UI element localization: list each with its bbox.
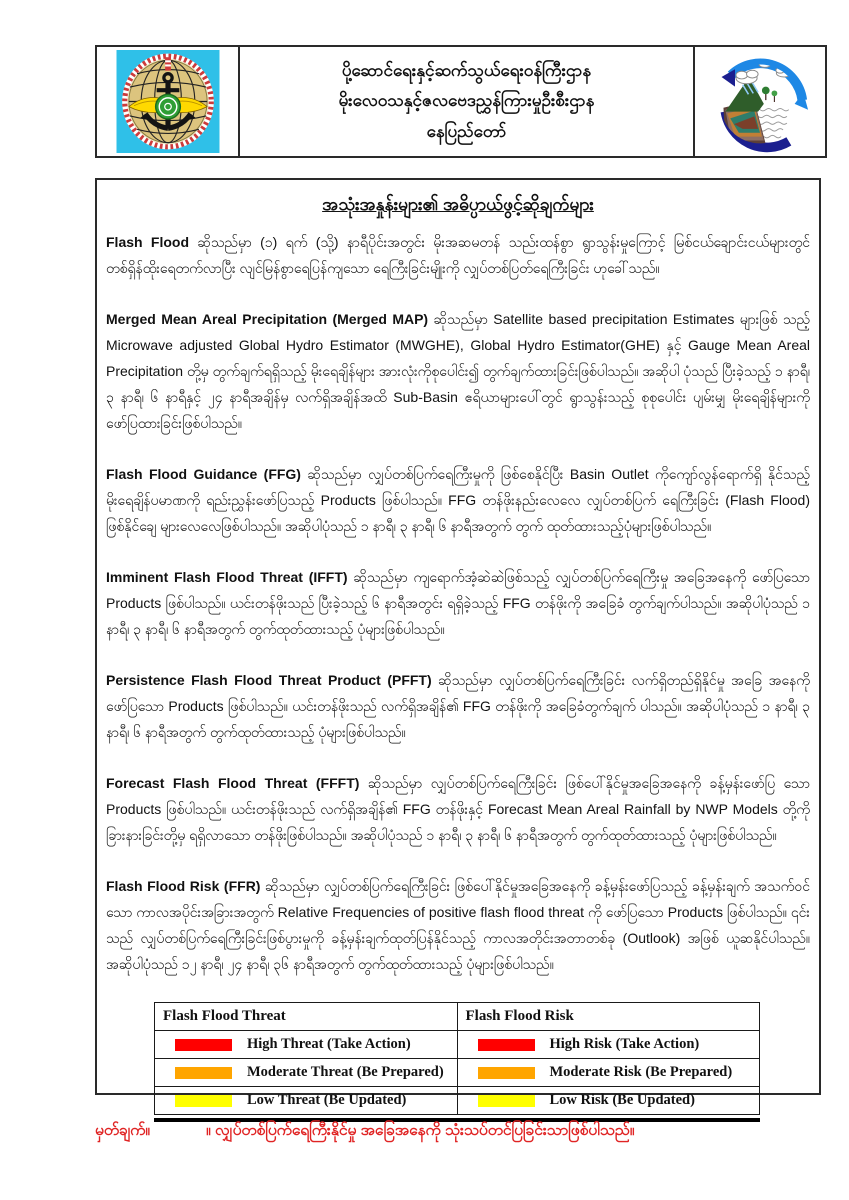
paragraph-flash-flood bbox=[106, 229, 810, 281]
legend-row-high bbox=[155, 1031, 760, 1059]
remark-note bbox=[95, 1120, 827, 1143]
letterhead bbox=[95, 45, 827, 158]
paragraph-text: ဆိုသည်မှာ (၁) ရက် (သို့) နာရီပိုင်းအတွင်း မိုးအဆမတန် သည်းထန်စွာ ရွာသွန်းမှုကြောင့် မြစ်ငယ်ချောင်းငယ်များတွင် တစ်ရှိန်ထိုးရေတက်လာပြီး လျင်မြန်စွာရေပြန်ကျသော ရေကြီးခြင်းမျိုးကို လျှပ်တစ်ပြတ်ရေကြီးခြင်း ဟုခေါ်သည်။ bbox=[106, 234, 810, 276]
risk-high-label: High Risk (Take Action) bbox=[549, 1036, 700, 1052]
risk-moderate-label: Moderate Risk (Be Prepared) bbox=[549, 1064, 733, 1080]
department-name-line: မိုးလေဝသနှင့်ဇလဗေဒညွှန်ကြားမှုဦးစီးဌာန bbox=[338, 91, 595, 111]
page-title: အသုံးအနှုန်းများ၏ အဓိပ္ပာယ်ဖွင့်ဆိုချက်များ bbox=[322, 194, 594, 214]
paragraph-ffft bbox=[106, 770, 810, 848]
ministry-title-block bbox=[240, 47, 693, 156]
definitions-document bbox=[95, 178, 821, 1108]
threat-high-color-swatch bbox=[175, 1039, 232, 1051]
threat-moderate-label: Moderate Threat (Be Prepared) bbox=[247, 1064, 444, 1080]
term-ffr: Flash Flood Risk (FFR) bbox=[106, 878, 261, 894]
paragraph-text: ဆိုသည်မှာ လျှပ်တစ်ပြက်ရေကြီးခြင်း ဖြစ်ပေါ်နိုင်မှုအခြေအနေကို ခန့်မှန်းဖော်ပြ သော Products ဖြစ်ပါသည်။ ယင်းတန်ဖိုးသည် လက်ရှိအချိန်၏ FFG တန်ဖိုးနှင့် Forecast Mean Areal Rainfall by NWP Models တို့ကို ခြားနားခြင်းတို့မှ ရရှိလာသော တန်ဖိုးဖြစ်ပါသည်။ အဆိုပါပုံသည် ၁ နာရီ၊ ၃ နာရီ၊ ၆ နာရီအတွက် တွက်ထုတ်ထားသည့် ပုံများဖြစ်ပါသည်။ bbox=[106, 775, 810, 843]
paragraph-text: ဆိုသည်မှာ ကျရောက်အံ့ဆဲဆဲဖြစ်သည့် လျှပ်တစ်ပြက်ရေကြီးမှု အခြေအနေကို ဖော်ပြသော Products ဖြစ်ပါသည်။ ယင်းတန်ဖိုးသည် ပြီးခဲ့သည့် ၆ နာရီအတွင်း ရရှိခဲ့သည့် FFG တန်ဖိုးကို အခြေခံ တွက်ချက်ပါသည်။ အဆိုပါပုံသည် ၁ နာရီ၊ ၃ နာရီ၊ ၆ နာရီအတွက် တွက်ထုတ်ထားသည့် ပုံများဖြစ်ပါသည်။ bbox=[106, 569, 810, 637]
ministry-logo-cell bbox=[97, 47, 240, 156]
risk-low-color-swatch bbox=[478, 1095, 535, 1107]
paragraph-text: ဆိုသည်မှာ လျှပ်တစ်ပြက်ရေကြီးခြင်း လက်ရှိတည်ရှိနိုင်မှု အခြေ အနေကို ဖော်ပြသော Products ဖြစ်ပါသည်။ ယင်းတန်ဖိုးသည် လက်ရှိအချိန်၏ FFG တန်ဖိုးကို အခြေခံတွက်ချက် ပါသည်။ အဆိုပါပုံသည် ၁ နာရီ၊ ၃ နာရီ၊ ၆ နာရီအတွက် တွက်ထုတ်ထားသည့် ပုံများဖြစ်ပါသည်။ bbox=[106, 672, 810, 740]
remark-label: မှတ်ချက်။ bbox=[95, 1122, 150, 1139]
legend-risk-header: Flash Flood Risk bbox=[457, 1003, 760, 1031]
term-ifft: Imminent Flash Flood Threat (IFFT) bbox=[106, 569, 348, 585]
city-name-line: နေပြည်တော် bbox=[426, 121, 507, 141]
risk-high-cell bbox=[457, 1031, 760, 1059]
paragraph-text: ဆိုသည်မှာ လျှပ်တစ်ပြက်ရေကြီးမှုကို ဖြစ်စေနိုင်ပြီး Basin Outlet ကိုကျော်လွန်ရောက်ရှိ နိုင်သည့် မိုးရေချိန်ပမာဏကို ရည်းညွှန်းဖော်ပြသည့် Products ဖြစ်ပါသည်။ FFG တန်ဖိုးနည်းလေလေ လျှပ်တစ်ပြက် ရေကြီးခြင်း (Flash Flood) ဖြစ်နိုင်ချေ များလေလေဖြစ်ပါသည်။ အဆိုပါပုံသည် ၁ နာရီ၊ ၃ နာရီ၊ ၆ နာရီအတွက် တွက် ထုတ်ထားသည့်ပုံများဖြစ်ပါသည်။ bbox=[106, 466, 810, 534]
paragraph-text: ဆိုသည်မှာ လျှပ်တစ်ပြက်ရေကြီးခြင်း ဖြစ်ပေါ်နိုင်မှုအခြေအနေကို ခန့်မှန်းဖော်ပြသည့် ခန့်မှန်းချက် အသက်ဝင်သော ကာလအပိုင်းအခြားအတွက် Relative Frequencies of positive flash flood threat ကို ဖော်ပြသော Products ဖြစ်ပါသည်။ ၎င်းသည် လျှပ်တစ်ပြက်ရေကြီးခြင်းဖြစ်ပွားမှုကို ခန့်မှန်းချက်ထုတ်ပြန်နိုင်သည့် ကာလအတိုင်းအတာတစ်ခု (Outlook) အဖြစ် ယူဆနိုင်ပါသည်။ အဆိုပါပုံသည် ၁၂ နာရီ၊ ၂၄ နာရီ၊ ၃၆ နာရီအတွက် တွက်ထုတ်ထားသည့် ပုံများဖြစ်ပါသည်။ bbox=[106, 878, 810, 972]
dmh-logo-cell bbox=[693, 47, 825, 156]
term-merged-map: Merged Mean Areal Precipitation (Merged MAP) bbox=[106, 311, 429, 327]
threat-high-label: High Threat (Take Action) bbox=[247, 1036, 411, 1052]
term-flash-flood: Flash Flood bbox=[106, 234, 190, 250]
threat-low-cell bbox=[155, 1087, 458, 1115]
remark-text: ။ လျှပ်တစ်ပြက်ရေကြီးနိုင်မှု အခြေအနေကို သုံးသပ်တင်ပြခြင်းသာဖြစ်ပါသည်။ bbox=[205, 1122, 635, 1139]
legend-row-low bbox=[155, 1087, 760, 1115]
threat-low-label: Low Threat (Be Updated) bbox=[247, 1092, 407, 1108]
threat-moderate-color-swatch bbox=[175, 1067, 232, 1079]
legend-row-moderate bbox=[155, 1059, 760, 1087]
risk-moderate-color-swatch bbox=[478, 1067, 535, 1079]
ministry-name-line: ပို့ဆောင်ရေးနှင့်ဆက်သွယ်ရေးဝန်ကြီးဌာန bbox=[341, 60, 592, 80]
ministry-logo-icon bbox=[115, 50, 221, 153]
threat-high-cell bbox=[155, 1031, 458, 1059]
risk-high-color-swatch bbox=[478, 1039, 535, 1051]
legend-header-row bbox=[155, 1003, 760, 1031]
risk-moderate-cell bbox=[457, 1059, 760, 1087]
paragraph-ifft bbox=[106, 564, 810, 642]
term-pfft: Persistence Flash Flood Threat Product (PFFT) bbox=[106, 672, 432, 688]
paragraph-pfft bbox=[106, 667, 810, 745]
paragraph-ffr bbox=[106, 873, 810, 977]
threat-moderate-cell bbox=[155, 1059, 458, 1087]
threat-low-color-swatch bbox=[175, 1095, 232, 1107]
paragraph-ffg bbox=[106, 461, 810, 539]
term-ffg: Flash Flood Guidance (FFG) bbox=[106, 466, 301, 482]
paragraph-text: ဆိုသည်မှာ Satellite based precipitation Estimates များဖြစ် သည့် Microwave adjusted Global Hydro Estimator (MWGHE), Global Hydro Estimator(GHE) နှင့် Gauge Mean Areal Precipitation တို့မှ တွက်ချက်ရရှိသည့် မိုးရေချိန်များ အားလုံးကိုစုပေါင်း၍ တွက်ချက်ထားခြင်းဖြစ်ပါသည်။ အဆိုပါ ပုံသည် ပြီးခဲ့သည့် ၁ နာရီ၊ ၃ နာရီ၊ ၆ နာရီနှင့် ၂၄ နာရီအချိန်မှ လက်ရှိအချိန်အထိ Sub-Basin ဧရိယာများပေါ်တွင် ရွာသွန်းသည့် စုစုပေါင်း ပျမ်းမျှ မိုးရေချိန်များကို ဖော်ပြထားခြင်းဖြစ်ပါသည်။ bbox=[106, 311, 810, 431]
legend-threat-header: Flash Flood Threat bbox=[155, 1003, 458, 1031]
flash-flood-legend-table bbox=[154, 1002, 760, 1115]
risk-low-cell bbox=[457, 1087, 760, 1115]
risk-low-label: Low Risk (Be Updated) bbox=[549, 1092, 695, 1108]
term-ffft: Forecast Flash Flood Threat (FFFT) bbox=[106, 775, 360, 791]
paragraph-merged-map bbox=[106, 306, 810, 436]
dmh-logo-icon bbox=[710, 52, 810, 152]
